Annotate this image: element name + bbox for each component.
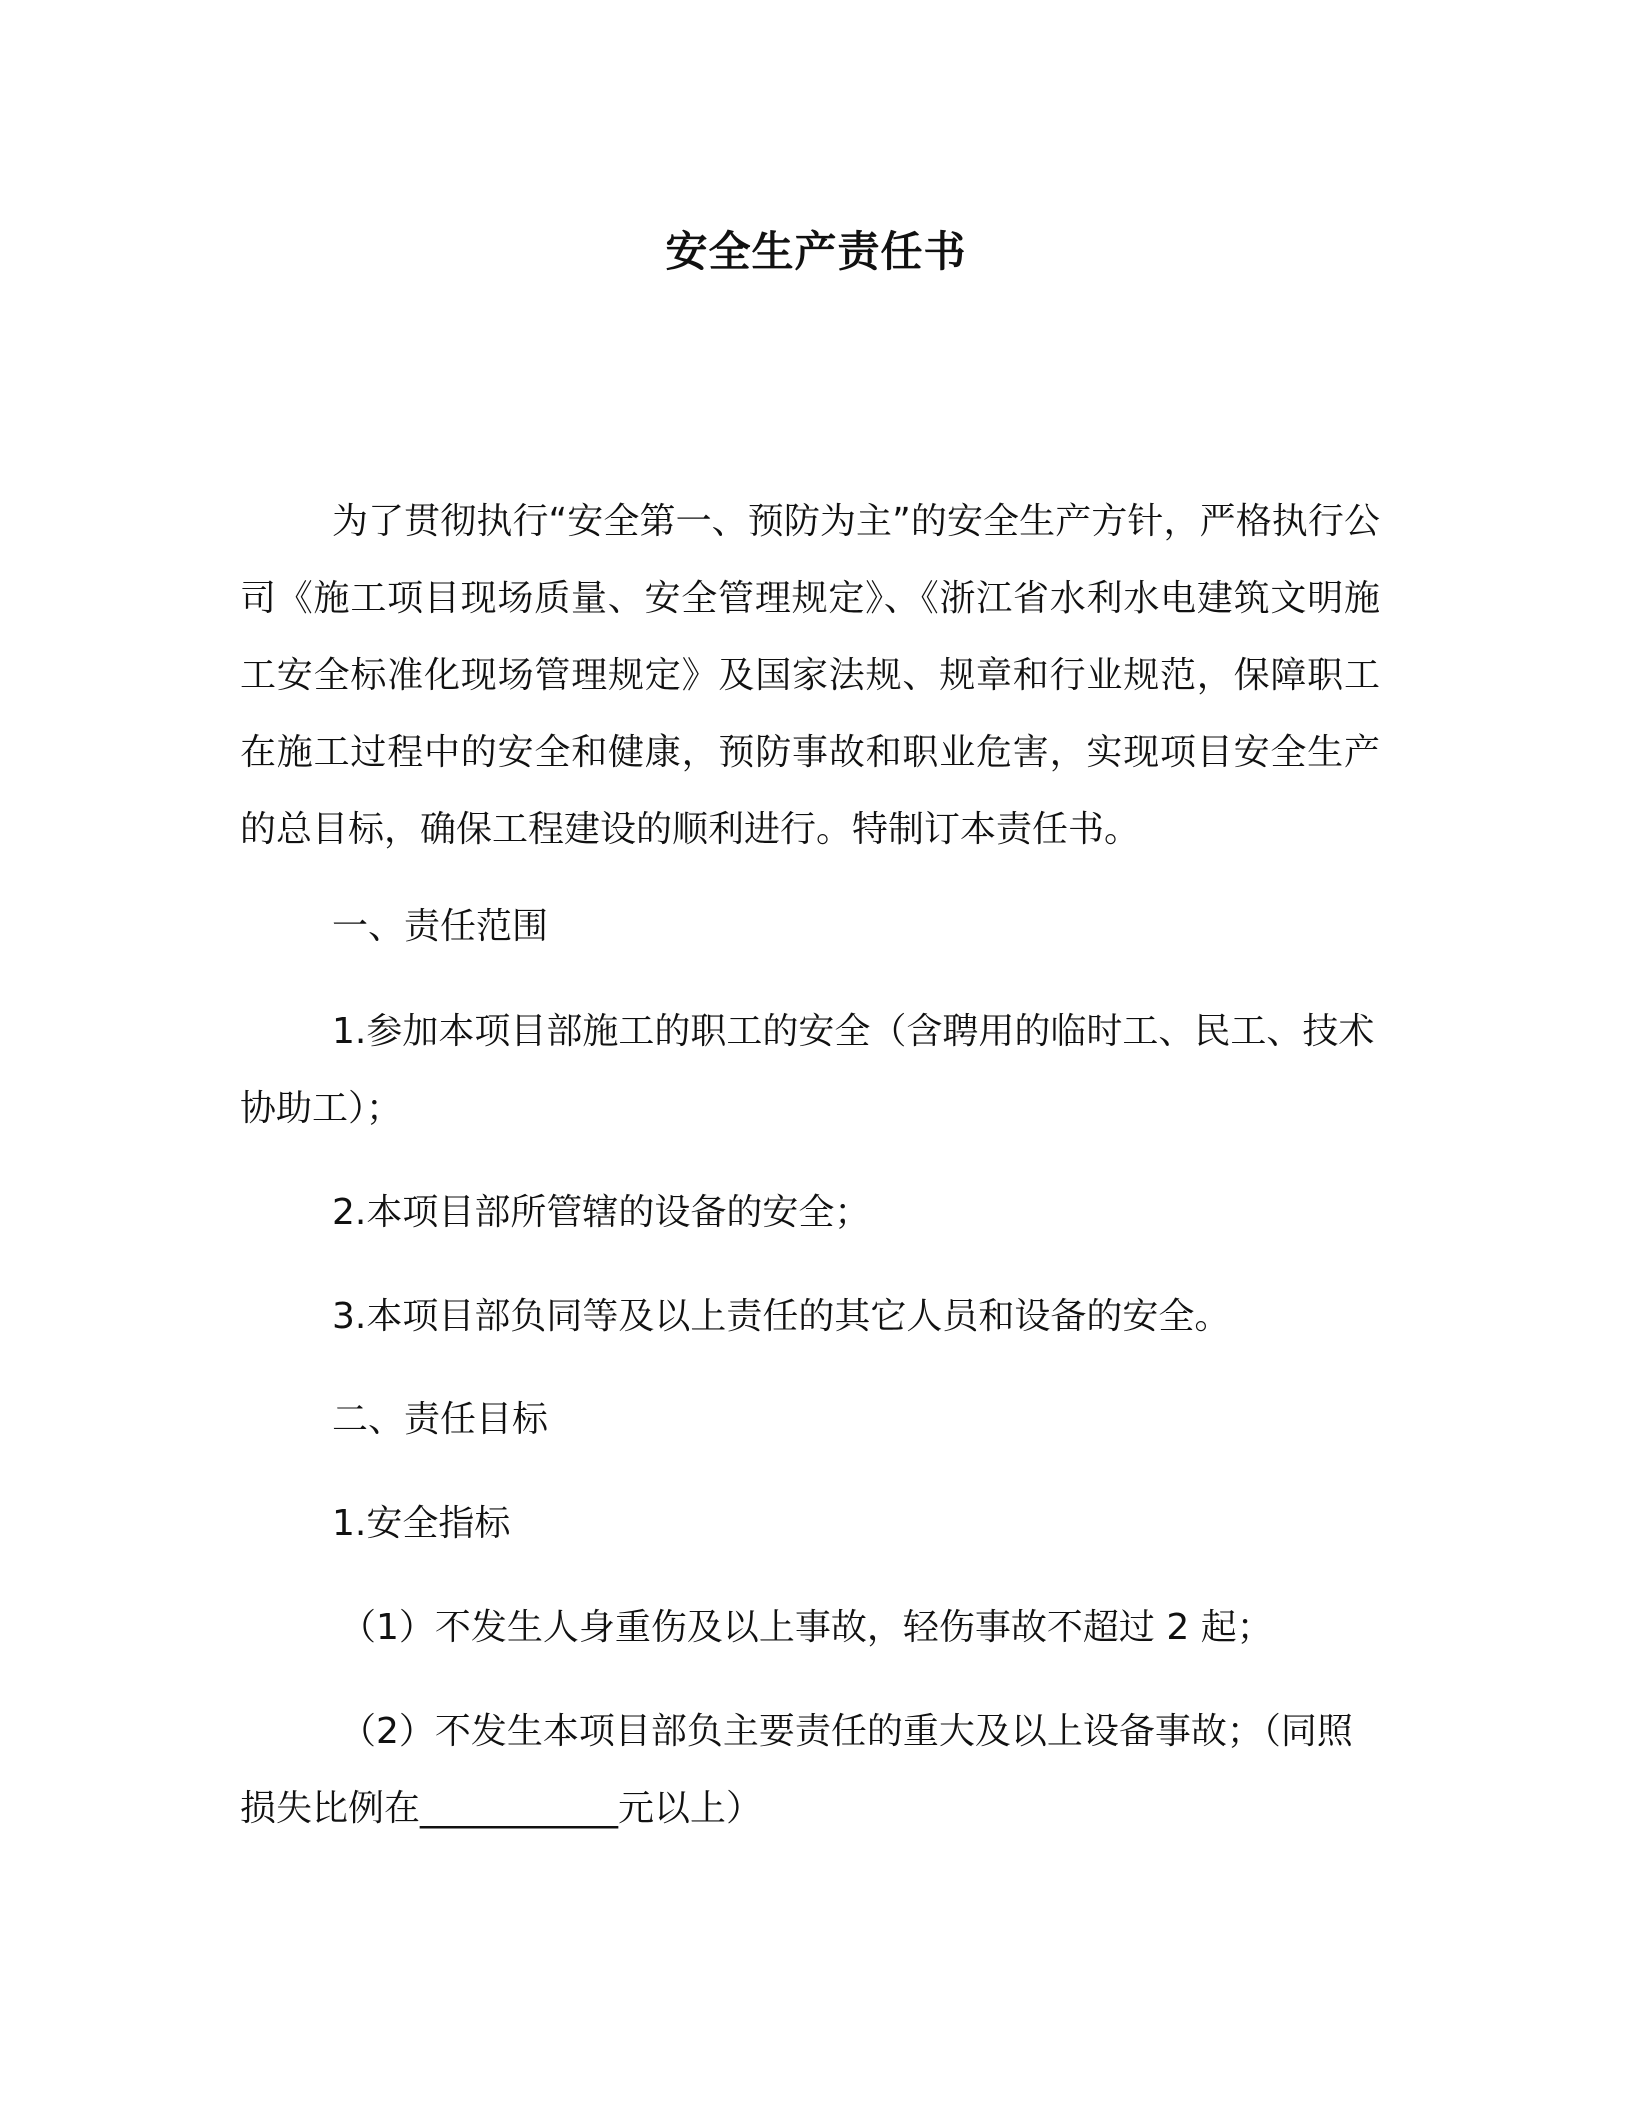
section-1-item-3: 3.本项目部负同等及以上责任的其它人员和设备的安全。	[332, 1296, 1231, 1337]
section-1-heading: 一、责任范围	[332, 906, 549, 947]
section-2-subheading: 1.安全指标	[332, 1503, 511, 1544]
section-1-item-2: 2.本项目部所管辖的设备的安全；	[332, 1192, 871, 1233]
section-2-item-1: （1）不发生人身重伤及以上事故，轻伤事故不超过 2 起；	[340, 1607, 1273, 1648]
section-2-heading: 二、责任目标	[332, 1399, 549, 1440]
document-title: 安全生产责任书	[665, 227, 967, 276]
intro-paragraph: 为了贯彻执行“安全第一、预防为主”的安全生产方针，严格执行公司《施工项目现场质量、安全管理规定》、《浙江省水利水电建筑文明施工安全标准化现场管理规定》及国家法规、规章和行业规范，保障职工在施工过程中的安全和健康，预防事故和职业危害，实现项目安全生产的总目标，确保工程建设的顺利进行。特制订本责任书。	[240, 501, 1380, 850]
section-2-item-2: （2）不发生本项目部负主要责任的重大及以上设备事故；（同照损失比例在___________元以上）	[240, 1711, 1353, 1829]
section-1-item-1: 1.参加本项目部施工的职工的安全（含聘用的临时工、民工、技术协助工）；	[240, 1011, 1375, 1129]
